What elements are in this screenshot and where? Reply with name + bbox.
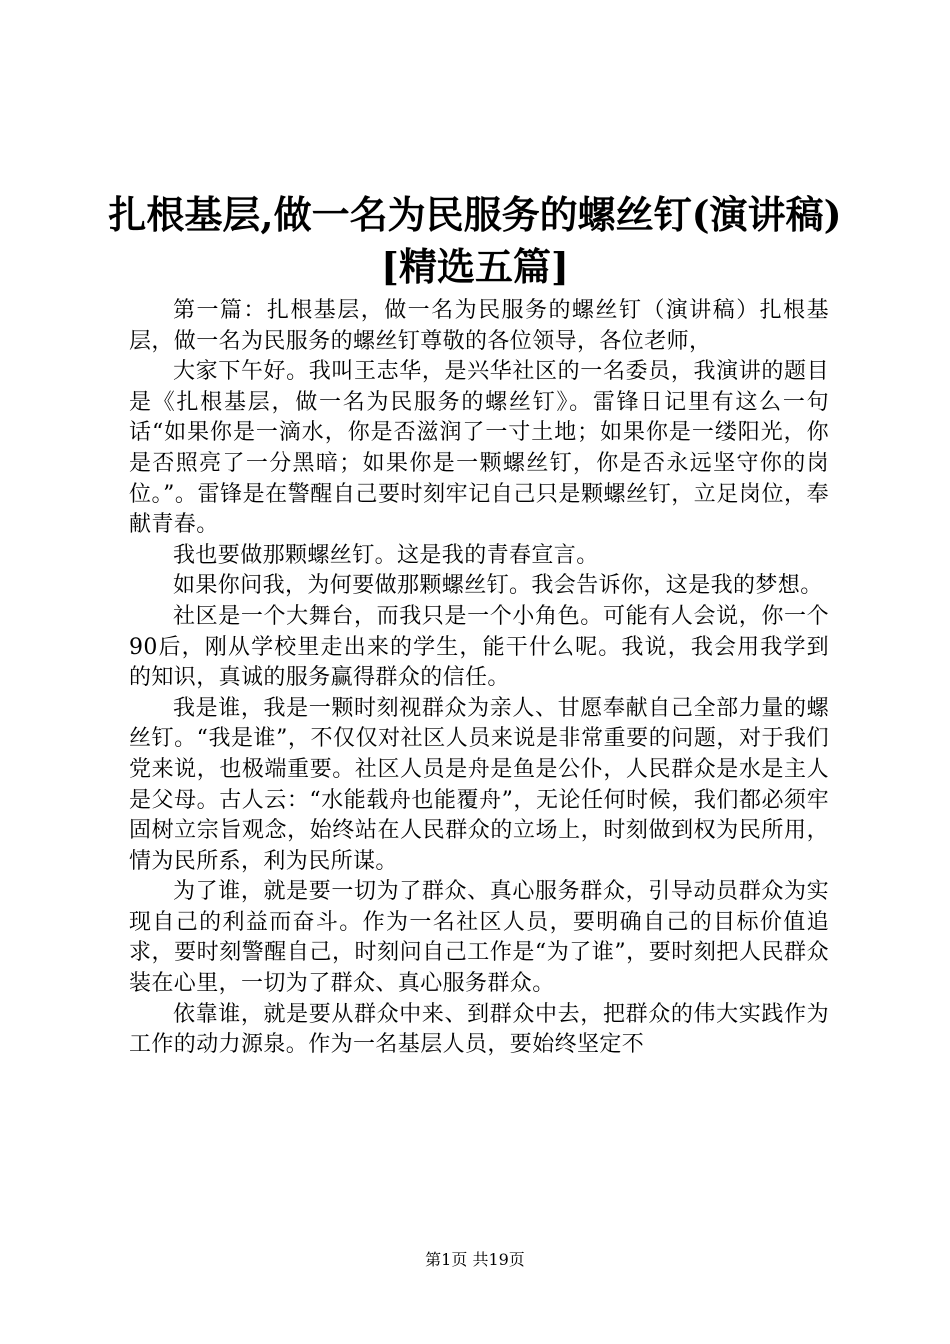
paragraph: 我是谁，我是一颗时刻视群众为亲人、甘愿奉献自己全部力量的螺丝钉。“我是谁”，不仅仅对社区人员来说是非常重要的问题，对于我们党来说，也极端重要。社区人员是舟是鱼是公仆，人民群众是水是主人是父母。古人云：“水能载舟也能覆舟”，无论任何时候，我们都必须牢固树立宗旨观念，始终站在人民群众的立场上，时刻做到权为民所用，情为民所系，利为民所谋。 [129, 695, 829, 874]
paragraph: 如果你问我，为何要做那颗螺丝钉。我会告诉你，这是我的梦想。 [173, 573, 823, 599]
paragraph: 为了谁，就是要一切为了群众、真心服务群众，引导动员群众为实现自己的利益而奋斗。作为一名社区人员，要明确自己的目标价值追求，要时刻警醒自己，时刻问自己工作是“为了谁”，要时刻把人民群众装在心里，一切为了群众、真心服务群众。 [129, 879, 829, 997]
document-body [129, 296, 829, 1061]
page-number-footer: 第1页 共19页 [425, 1250, 525, 1269]
document-subtitle: [精选五篇] [381, 244, 569, 289]
paragraph: 我也要做那颗螺丝钉。这是我的青春宣言。 [173, 542, 599, 568]
paragraph: 第一篇：扎根基层，做一名为民服务的螺丝钉（演讲稿）扎根基层，做一名为民服务的螺丝钉尊敬的各位领导，各位老师， [129, 298, 829, 354]
paragraph: 大家下午好。我叫王志华，是兴华社区的一名委员，我演讲的题目是《扎根基层，做一名为民服务的螺丝钉》。雷锋日记里有这么一句话“如果你是一滴水，你是否滋润了一寸土地；如果你是一缕阳光，你是否照亮了一分黑暗；如果你是一颗螺丝钉，你是否永远坚守你的岗位。”。雷锋是在警醒自己要时刻牢记自己只是颗螺丝钉，立足岗位，奉献青春。 [129, 359, 829, 538]
paragraph: 社区是一个大舞台，而我只是一个小角色。可能有人会说，你一个90后，刚从学校里走出来的学生，能干什么呢。我说，我会用我学到的知识，真诚的服务赢得群众的信任。 [129, 603, 829, 691]
document-title: 扎根基层,做一名为民服务的螺丝钉(演讲稿) [108, 192, 842, 237]
paragraph: 依靠谁，就是要从群众中来、到群众中去，把群众的伟大实践作为工作的动力源泉。作为一名基层人员，要始终坚定不 [129, 1001, 829, 1058]
